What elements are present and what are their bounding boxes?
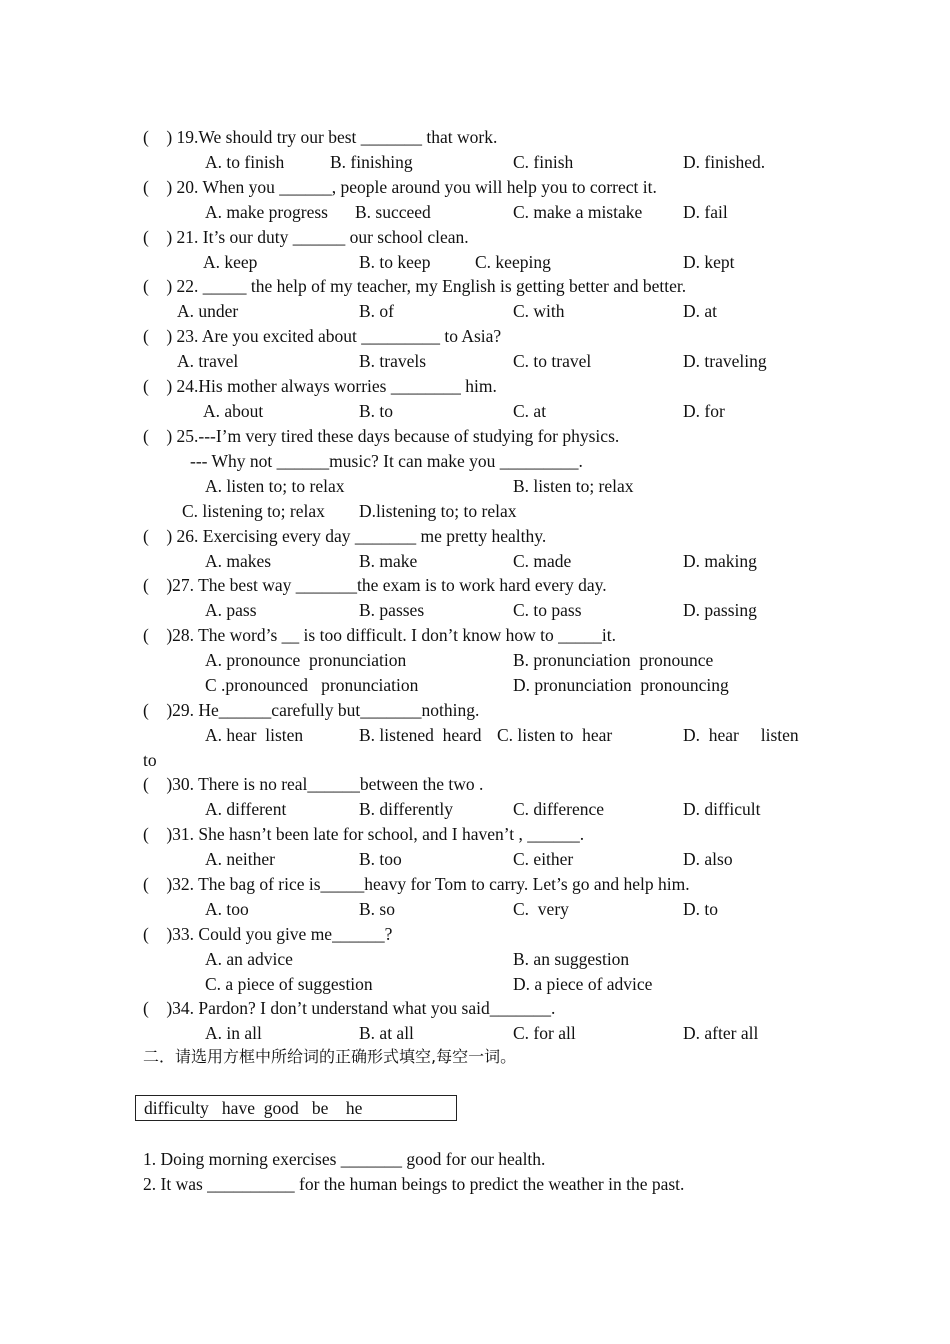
q24-option-b: B. to: [359, 401, 394, 421]
q27-option-c: C. to pass: [513, 600, 582, 620]
q26-option-c: C. made: [513, 551, 572, 571]
q34-option-a: A. in all: [205, 1023, 262, 1043]
question-22-stem: ( ) 22. _____ the help of my teacher, my English is getting better and better.: [143, 276, 687, 296]
q30-option-a: A. different: [205, 799, 287, 819]
word-bank-box: [135, 1095, 457, 1121]
q24-option-c: C. at: [513, 401, 547, 421]
q23-option-d: D. traveling: [683, 351, 767, 371]
q23-option-b: B. travels: [359, 351, 427, 371]
q24-option-d: D. for: [683, 401, 725, 421]
q21-option-b: B. to keep: [359, 252, 431, 272]
q20-option-b: B. succeed: [355, 202, 431, 222]
q29-option-a: A. hear listen: [205, 725, 304, 745]
q22-option-d: D. at: [683, 301, 718, 321]
q33-option-a: A. an advice: [205, 949, 293, 969]
q32-option-d: D. to: [683, 899, 718, 919]
q23-option-c: C. to travel: [513, 351, 592, 371]
fill-blank-sentence-1: 1. Doing morning exercises _______ good for our health.: [143, 1149, 546, 1169]
q26-option-d: D. making: [683, 551, 757, 571]
question-27-stem: ( )27. The best way _______the exam is to work hard every day.: [143, 575, 607, 595]
q20-option-a: A. make progress: [205, 202, 328, 222]
q33-option-b: B. an suggestion: [513, 949, 630, 969]
word-bank-words: difficulty have good be he: [144, 1098, 363, 1118]
q32-option-c: C. very: [513, 899, 569, 919]
q29-option-d: D. hear listen: [683, 725, 799, 745]
section-2-heading: 二．请选用方框中所给词的正确形式填空,每空一词。: [143, 1047, 517, 1066]
q27-option-a: A. pass: [205, 600, 257, 620]
fill-blank-sentence-2: 2. It was __________ for the human beings to predict the weather in the past.: [143, 1174, 685, 1194]
q26-option-b: B. make: [359, 551, 418, 571]
q22-option-b: B. of: [359, 301, 394, 321]
q20-option-c: C. make a mistake: [513, 202, 643, 222]
q23-option-a: A. travel: [177, 351, 239, 371]
q27-option-d: D. passing: [683, 600, 757, 620]
question-19-stem: ( ) 19.We should try our best _______ that work.: [143, 127, 498, 147]
q32-option-b: B. so: [359, 899, 395, 919]
question-34-stem: ( )34. Pardon? I don’t understand what you said_______.: [143, 998, 556, 1018]
question-21-stem: ( ) 21. It’s our duty ______ our school clean.: [143, 227, 469, 247]
q21-option-c: C. keeping: [475, 252, 551, 272]
q29-option-d-wrap: to: [143, 750, 157, 770]
question-25-stem: ( ) 25.---I’m very tired these days because of studying for physics.: [143, 426, 620, 446]
question-26-stem: ( ) 26. Exercising every day _______ me pretty healthy.: [143, 526, 547, 546]
q34-option-b: B. at all: [359, 1023, 414, 1043]
q32-option-a: A. too: [205, 899, 249, 919]
question-31-stem: ( )31. She hasn’t been late for school, and I haven’t , ______.: [143, 824, 585, 844]
q28-option-d: D. pronunciation pronouncing: [513, 675, 729, 695]
q31-option-c: C. either: [513, 849, 574, 869]
q21-option-d: D. kept: [683, 252, 735, 272]
q25-option-b: B. listen to; relax: [513, 476, 634, 496]
q30-option-c: C. difference: [513, 799, 605, 819]
question-30-stem: ( )30. There is no real______between the two .: [143, 774, 484, 794]
q33-option-d: D. a piece of advice: [513, 974, 653, 994]
q28-option-a: A. pronounce pronunciation: [205, 650, 407, 670]
q34-option-d: D. after all: [683, 1023, 759, 1043]
q25-option-a: A. listen to; to relax: [205, 476, 345, 496]
q20-option-d: D. fail: [683, 202, 728, 222]
q19-option-c: C. finish: [513, 152, 574, 172]
q29-option-b: B. listened heard: [359, 725, 482, 745]
q31-option-d: D. also: [683, 849, 733, 869]
q27-option-b: B. passes: [359, 600, 425, 620]
question-25-reply: --- Why not ______music? It can make you _________.: [190, 451, 583, 471]
q28-option-b: B. pronunciation pronounce: [513, 650, 714, 670]
q29-option-c: C. listen to hear: [497, 725, 613, 745]
q19-option-d: D. finished.: [683, 152, 766, 172]
q33-option-c: C. a piece of suggestion: [205, 974, 373, 994]
q22-option-c: C. with: [513, 301, 565, 321]
question-20-stem: ( ) 20. When you ______, people around you will help you to correct it.: [143, 177, 657, 197]
question-33-stem: ( )33. Could you give me______?: [143, 924, 393, 944]
q31-option-a: A. neither: [205, 849, 275, 869]
q21-option-a: A. keep: [203, 252, 258, 272]
q30-option-d: D. difficult: [683, 799, 761, 819]
q24-option-a: A. about: [203, 401, 264, 421]
q25-option-c: C. listening to; relax: [182, 501, 325, 521]
q31-option-b: B. too: [359, 849, 402, 869]
question-32-stem: ( )32. The bag of rice is_____heavy for Tom to carry. Let’s go and help him.: [143, 874, 690, 894]
q26-option-a: A. makes: [205, 551, 272, 571]
q19-option-b: B. finishing: [330, 152, 413, 172]
question-29-stem: ( )29. He______carefully but_______nothing.: [143, 700, 480, 720]
question-23-stem: ( ) 23. Are you excited about _________ to Asia?: [143, 326, 502, 346]
q25-option-d: D.listening to; to relax: [359, 501, 517, 521]
q28-option-c: C .pronounced pronunciation: [205, 675, 419, 695]
q22-option-a: A. under: [177, 301, 239, 321]
question-24-stem: ( ) 24.His mother always worries ________ him.: [143, 376, 497, 396]
q19-option-a: A. to finish: [205, 152, 285, 172]
q34-option-c: C. for all: [513, 1023, 576, 1043]
question-28-stem: ( )28. The word’s __ is too difficult. I don’t know how to _____it.: [143, 625, 616, 645]
q30-option-b: B. differently: [359, 799, 453, 819]
